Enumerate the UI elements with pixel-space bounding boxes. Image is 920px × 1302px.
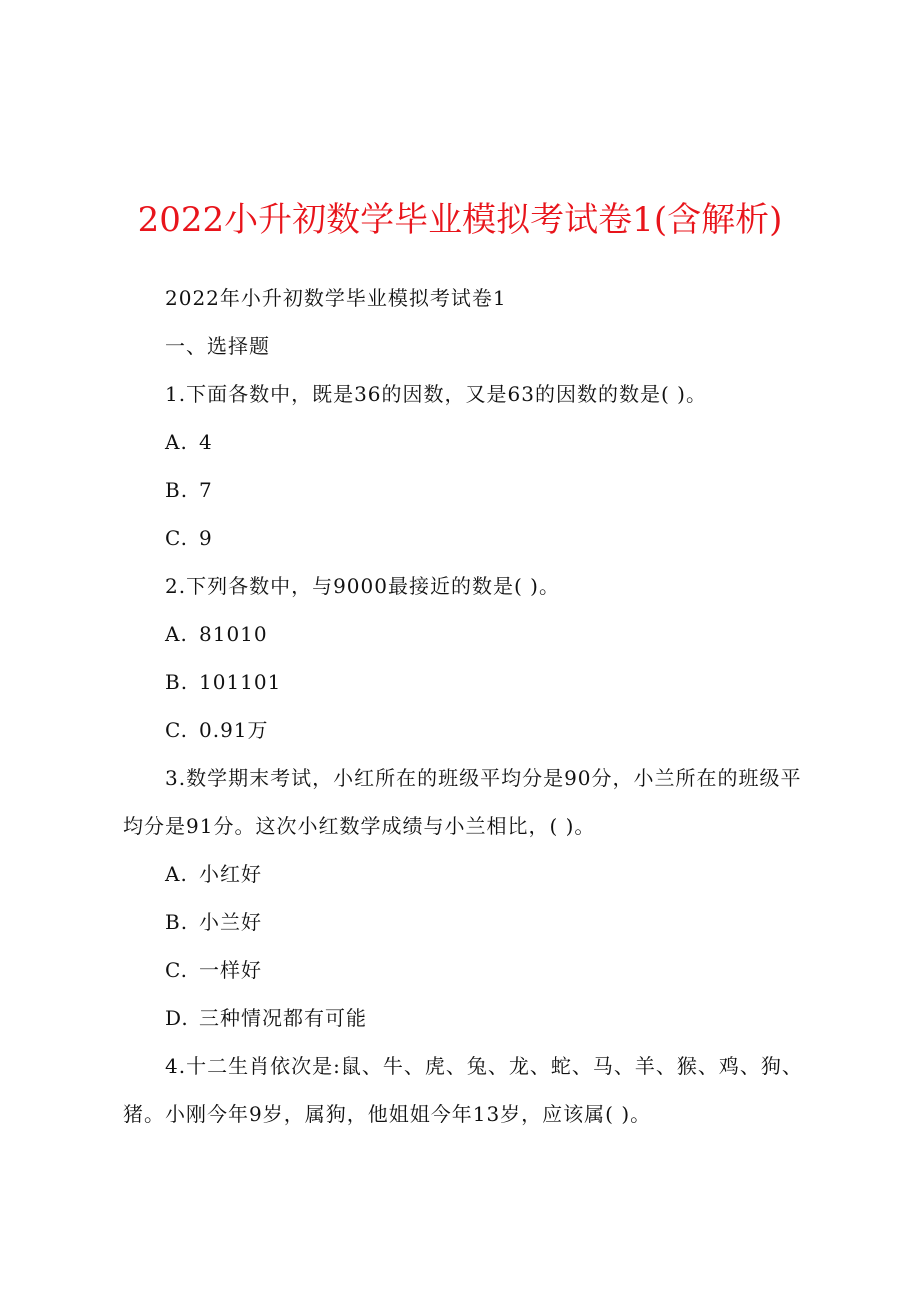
option-label: C. <box>165 526 188 550</box>
option-text: 小红好 <box>199 862 262 886</box>
option-text: 三种情况都有可能 <box>199 1006 367 1030</box>
option-label: D. <box>165 1006 189 1030</box>
option-label: C. <box>165 718 188 742</box>
question-3-option-d <box>165 998 367 1038</box>
question-2-option-c <box>165 710 269 750</box>
option-label: A. <box>165 862 188 886</box>
option-text: 81010 <box>199 622 268 646</box>
question-1-option-b <box>165 470 213 510</box>
question-2-option-b <box>165 662 281 702</box>
option-text: 4 <box>199 430 213 454</box>
section-heading: 一、选择题 <box>165 334 270 358</box>
option-text: 9 <box>199 526 213 550</box>
question-2-option-a <box>165 614 268 654</box>
question-2-stem: 2.下列各数中，与9000最接近的数是( )。 <box>165 574 560 598</box>
option-label: A. <box>165 622 188 646</box>
option-text: 小兰好 <box>199 910 262 934</box>
option-label: B. <box>165 478 189 502</box>
question-3-stem: 3.数学期末考试，小红所在的班级平均分是90分，小兰所在的班级平均分是91分。这次小红数学成绩与小兰相比，( )。 <box>123 766 802 838</box>
question-3-option-c <box>165 950 262 990</box>
option-label: B. <box>165 670 189 694</box>
question-4-stem: 4.十二生肖依次是:鼠、牛、虎、兔、龙、蛇、马、羊、猴、鸡、狗、猪。小刚今年9岁，属狗，他姐姐今年13岁，应该属( )。 <box>123 1054 803 1126</box>
option-label: C. <box>165 958 188 982</box>
option-label: B. <box>165 910 189 934</box>
question-1-option-c <box>165 518 213 558</box>
option-text: 0.91万 <box>199 718 269 742</box>
question-3-option-b <box>165 902 262 942</box>
option-text: 7 <box>199 478 213 502</box>
document-title: 2022小升初数学毕业模拟考试卷1(含解析) <box>137 200 783 240</box>
option-label: A. <box>165 430 188 454</box>
question-3-option-a <box>165 854 262 894</box>
option-text: 一样好 <box>199 958 262 982</box>
question-1-option-a <box>165 422 213 462</box>
option-text: 101101 <box>199 670 282 694</box>
question-1-stem: 1.下面各数中，既是36的因数，又是63的因数的数是( )。 <box>165 382 707 406</box>
document-subtitle: 2022年小升初数学毕业模拟考试卷1 <box>165 286 507 310</box>
